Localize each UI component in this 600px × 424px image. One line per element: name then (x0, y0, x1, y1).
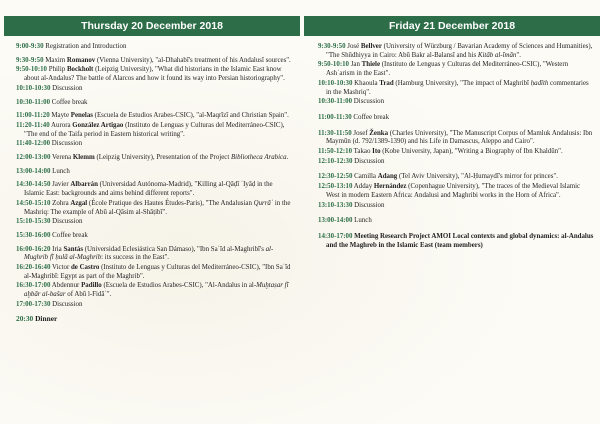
schedule-entry: 17:00-17:30 Discussion (16, 300, 83, 308)
schedule-entry: 10:30-11:00 Coffee break (16, 98, 88, 106)
schedule-entry: 16:00-16:20 Iria Santás (Universidad Eclesiástica San Dámaso), "Ibn Saʿīd al-Maghribī's al-Mughrib fī ḥulā al-Maghrib: its success in the East". (16, 245, 274, 262)
schedule-entry-dinner: 20:30 Dinner (16, 313, 58, 323)
schedule-entry-meeting: 14:30-17:00 Meeting Research Project AMOI Local contexts and global dynamics: al-Andalus and the Maghreb in the Islamic East (team members) (318, 232, 594, 249)
thursday-schedule (4, 36, 300, 323)
schedule-entry: 13:10-13:30 Discussion (318, 201, 385, 209)
schedule-entry: 13:00-14:00 Lunch (16, 167, 70, 175)
schedule-entry: 16:30-17:00 Abdennur Padillo (Escuela de Estudios Arabes-CSIC), "Al-Andalus in al-Muḫtaṣar fī aḫbār al-bašar of Abū l-Fidāʾ". (16, 282, 289, 299)
schedule-entry: 10:30-11:00 Discussion (318, 98, 385, 106)
schedule-entry: 9:00-9:30 Registration and Introduction (16, 43, 127, 50)
schedule-entry: 10:10-10:30 Khaoula Trad (Hamburg University), "The impact of Maghribī ḥadīth commentaries in the Mashriq". (318, 79, 589, 96)
thursday-column (4, 16, 300, 324)
schedule-entry: 12:10-12:30 Discussion (318, 157, 385, 165)
schedule-entry: 9:30-9:50 José Bellver (University of Würzburg / Bavarian Academy of Sciences and Humanities), "The Shūdhiyya in Cairo: Abū Bakr al-Balansī and his Kitāb al-īmān". (318, 43, 593, 59)
schedule-entry: 11:50-12:10 Takao Ito (Kobe University, Japan), "Writing a Biography of Ibn Khaldūn". (318, 148, 563, 156)
schedule-entry: 11:20-11:40 Aurora González Artigao (Instituto de Lenguas y Culturas del Mediterráneo-CSIC), "The end of the Taifa period in Eastern historical writing". (16, 121, 285, 138)
schedule-entry: 13:00-14:00 Lunch (318, 217, 372, 225)
schedule-entry: 11:40-12:00 Discussion (16, 140, 83, 148)
friday-column (304, 16, 600, 251)
schedule-entry: 12:50-13:10 Adday Hernández (Copenhague University), "The traces of the Medieval Islamic West in modern Eastern Africa: Andalusi and Maghribi works in the Horn of Africa". (318, 183, 581, 199)
schedule-entry: 12:00-13:00 Verena Klemm (Leipzig University), Presentation of the Project Bibliotheca Arabica. (16, 154, 289, 162)
schedule-entry: 11:00-11:20 Mayte Penelas (Escuela de Estudios Arabes-CSIC), "al-Maqrīzī and Christian Spain". (16, 112, 289, 120)
schedule-entry: 16:20-16:40 Victor de Castro (Instituto de Lenguas y Culturas del Mediterráneo-CSIC), "Ibn Saʿīd al-Maghribī: Egypt as part of the Maghrib". (16, 264, 291, 280)
schedule-entry: 15:30-16:00 Coffee break (16, 231, 88, 239)
schedule-entry: 10:10-10:30 Discussion (16, 84, 83, 92)
schedule-entry: 12:30-12:50 Camilla Adang (Tel Aviv University), "Al-Ḥumaydī's mirror for princes". (318, 173, 558, 181)
schedule-entry: 14:30-14:50 Javier Albarrán (Universidad Autónoma-Madrid), "Killing al-Qāḍī ʿIyāḍ in the Islamic East: backgrounds and aims behind different reports". (16, 181, 273, 198)
schedule-entry: 9:30-9:50 Maxim Romanov (Vienna University), "al-Dhahabī's treatment of his Andalusī sources". (16, 56, 291, 64)
friday-schedule (304, 36, 600, 250)
thursday-header: Thursday 20 December 2018 (4, 16, 300, 36)
schedule-entry: 9:50-10:10 Philip Bockholt (Leipzig University), "What did historians in the Islamic East know about al-Andalus? The battle of Alarcos and how it found its way into Persian historiography". (16, 66, 285, 83)
schedule-entry: 15:10-15:30 Discussion (16, 218, 83, 226)
schedule-entry: 11:30-11:50 Josef Ženka (Charles University), "The Manuscript Corpus of Mamluk Andalusis: Ibn Maymūn (d. 792/1389-1390) and his Life in Damascus, Aleppo and Cairo". (318, 129, 593, 146)
friday-header: Friday 21 December 2018 (304, 16, 600, 36)
schedule-entry: 9:50-10:10 Jan Thiele (Instituto de Lenguas y Culturas del Mediterráneo-CSIC), "Western Ashʿarism in the East". (318, 61, 569, 78)
schedule-entry: 14:50-15:10 Zohra Azgal (École Pratique des Hautes Études-Paris), "The Andalusian Qurrāʾ in the Mashriq: The example of Abū al-Qāsim al-Shāṭibī". (16, 199, 291, 216)
schedule-entry: 11:00-11:30 Coffee break (318, 113, 390, 121)
